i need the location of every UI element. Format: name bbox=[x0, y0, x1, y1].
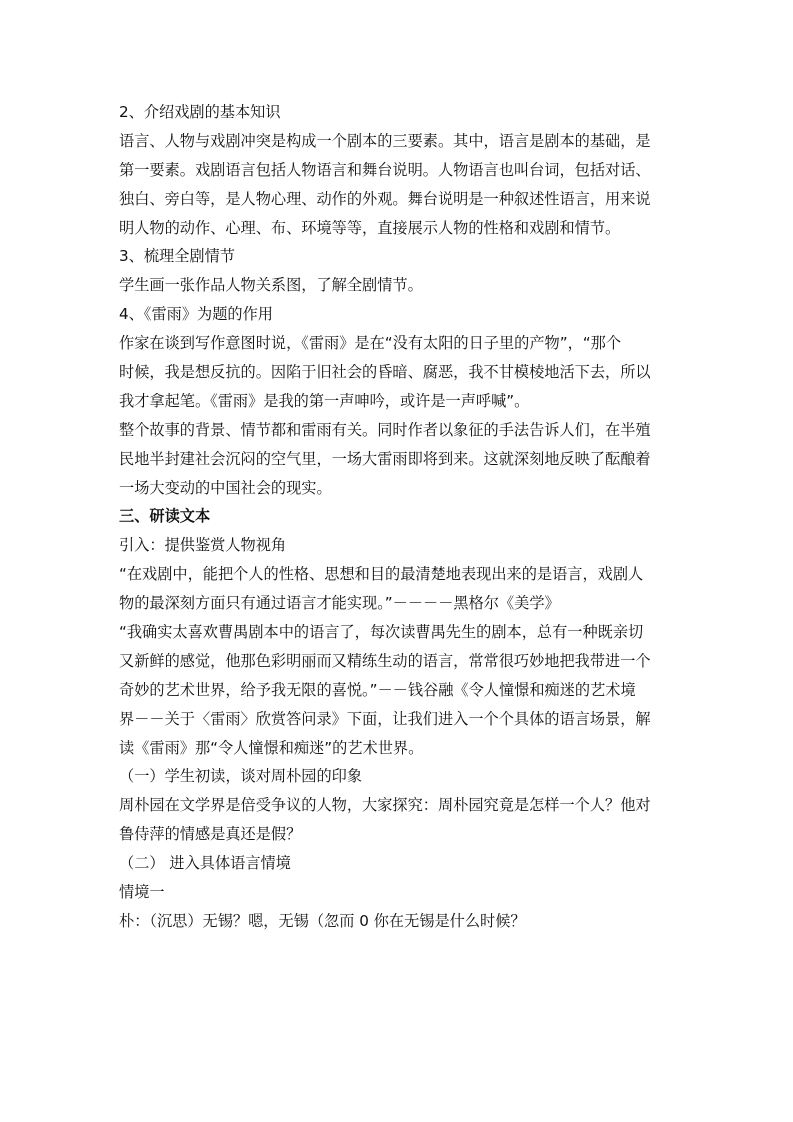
subsection-heading-first-reading: （一）学生初读，谈对周朴园的印象 bbox=[119, 767, 362, 786]
paragraph-line: 语言、人物与戏剧冲突是构成一个剧本的三要素。其中，语言是剧本的基础，是 bbox=[119, 131, 651, 150]
paragraph-line: 我才拿起笔。《雷雨》是我的第一声呻吟，或许是一声呼喊”。 bbox=[119, 391, 530, 410]
paragraph-line: 整个故事的背景、情节都和雷雨有关。同时作者以象征的手法告诉人们，在半殖 bbox=[119, 420, 651, 439]
paragraph-line: 第一要素。戏剧语言包括人物语言和舞台说明。人物语言也叫台词，包括对话、 bbox=[119, 160, 651, 179]
section-heading-text-study: 三、研读文本 bbox=[119, 507, 211, 526]
paragraph-line: 民地半封建社会沉闷的空气里，一场大雷雨即将到来。这就深刻地反映了酝酿着 bbox=[119, 449, 651, 468]
quote-line: 又新鲜的感觉，他那色彩明丽而又精练生动的语言，常常很巧妙地把我带进一个 bbox=[119, 651, 651, 670]
paragraph-line: 学生画一张作品人物关系图，了解全剧情节。 bbox=[119, 276, 423, 295]
subsection-heading-language-context: （二） 进入具体语言情境 bbox=[119, 854, 291, 873]
quote-line: 奇妙的艺术世界，给予我无限的喜悦。”－－钱谷融《令人憧憬和痴迷的艺术境 bbox=[119, 680, 636, 699]
section-heading-title-role: 4、《雷雨》为题的作用 bbox=[119, 305, 273, 324]
quote-line: “我确实太喜欢曹禺剧本中的语言了，每次读曹禺先生的剧本，总有一种既亲切 bbox=[119, 623, 644, 642]
section-heading-drama-knowledge: 2、介绍戏剧的基本知识 bbox=[119, 103, 281, 121]
paragraph-line: 周朴园在文学界是倍受争议的人物，大家探究：周朴园究竟是怎样一个人？他对 bbox=[119, 796, 651, 815]
paragraph-line: 独白、旁白等，是人物心理、动作的外观。舞台说明是一种叙述性语言，用来说 bbox=[119, 189, 651, 208]
paragraph-line: 引入：提供鉴赏人物视角 bbox=[119, 536, 287, 555]
paragraph-line: 作家在谈到写作意图时说，《雷雨》是在“没有太阳的日子里的产物”，“那个 bbox=[119, 334, 622, 353]
document-body bbox=[119, 98, 685, 936]
scene-label: 情境一 bbox=[119, 883, 165, 902]
quote-line: 界－－关于〈雷雨〉欣赏答问录》下面，让我们进入一个个具体的语言场景，解 bbox=[119, 709, 651, 728]
quote-line: 读《雷雨》那“令人憧憬和痴迷”的艺术世界。 bbox=[119, 738, 424, 757]
dialogue-line: 朴：（沉思）无锡？嗯，无锡（忽而 0 你在无锡是什么时候？ bbox=[119, 911, 526, 930]
paragraph-line: 鲁侍萍的情感是真还是假？ bbox=[119, 825, 302, 844]
paragraph-line: 时候，我是想反抗的。因陷于旧社会的昏暗、腐恶，我不甘模棱地活下去，所以 bbox=[119, 363, 651, 382]
quote-line: “在戏剧中，能把个人的性格、思想和目的最清楚地表现出来的是语言，戏剧人 bbox=[119, 565, 644, 584]
paragraph-line: 一场大变动的中国社会的现实。 bbox=[119, 478, 332, 497]
paragraph-line: 明人物的动作、心理、布、环境等等，直接展示人物的性格和戏剧和情节。 bbox=[119, 218, 621, 237]
section-heading-plot: 3、梳理全剧情节 bbox=[119, 247, 235, 266]
quote-line: 物的最深刻方面只有通过语言才能实现。”－－－－黑格尔《美学》 bbox=[119, 594, 560, 613]
